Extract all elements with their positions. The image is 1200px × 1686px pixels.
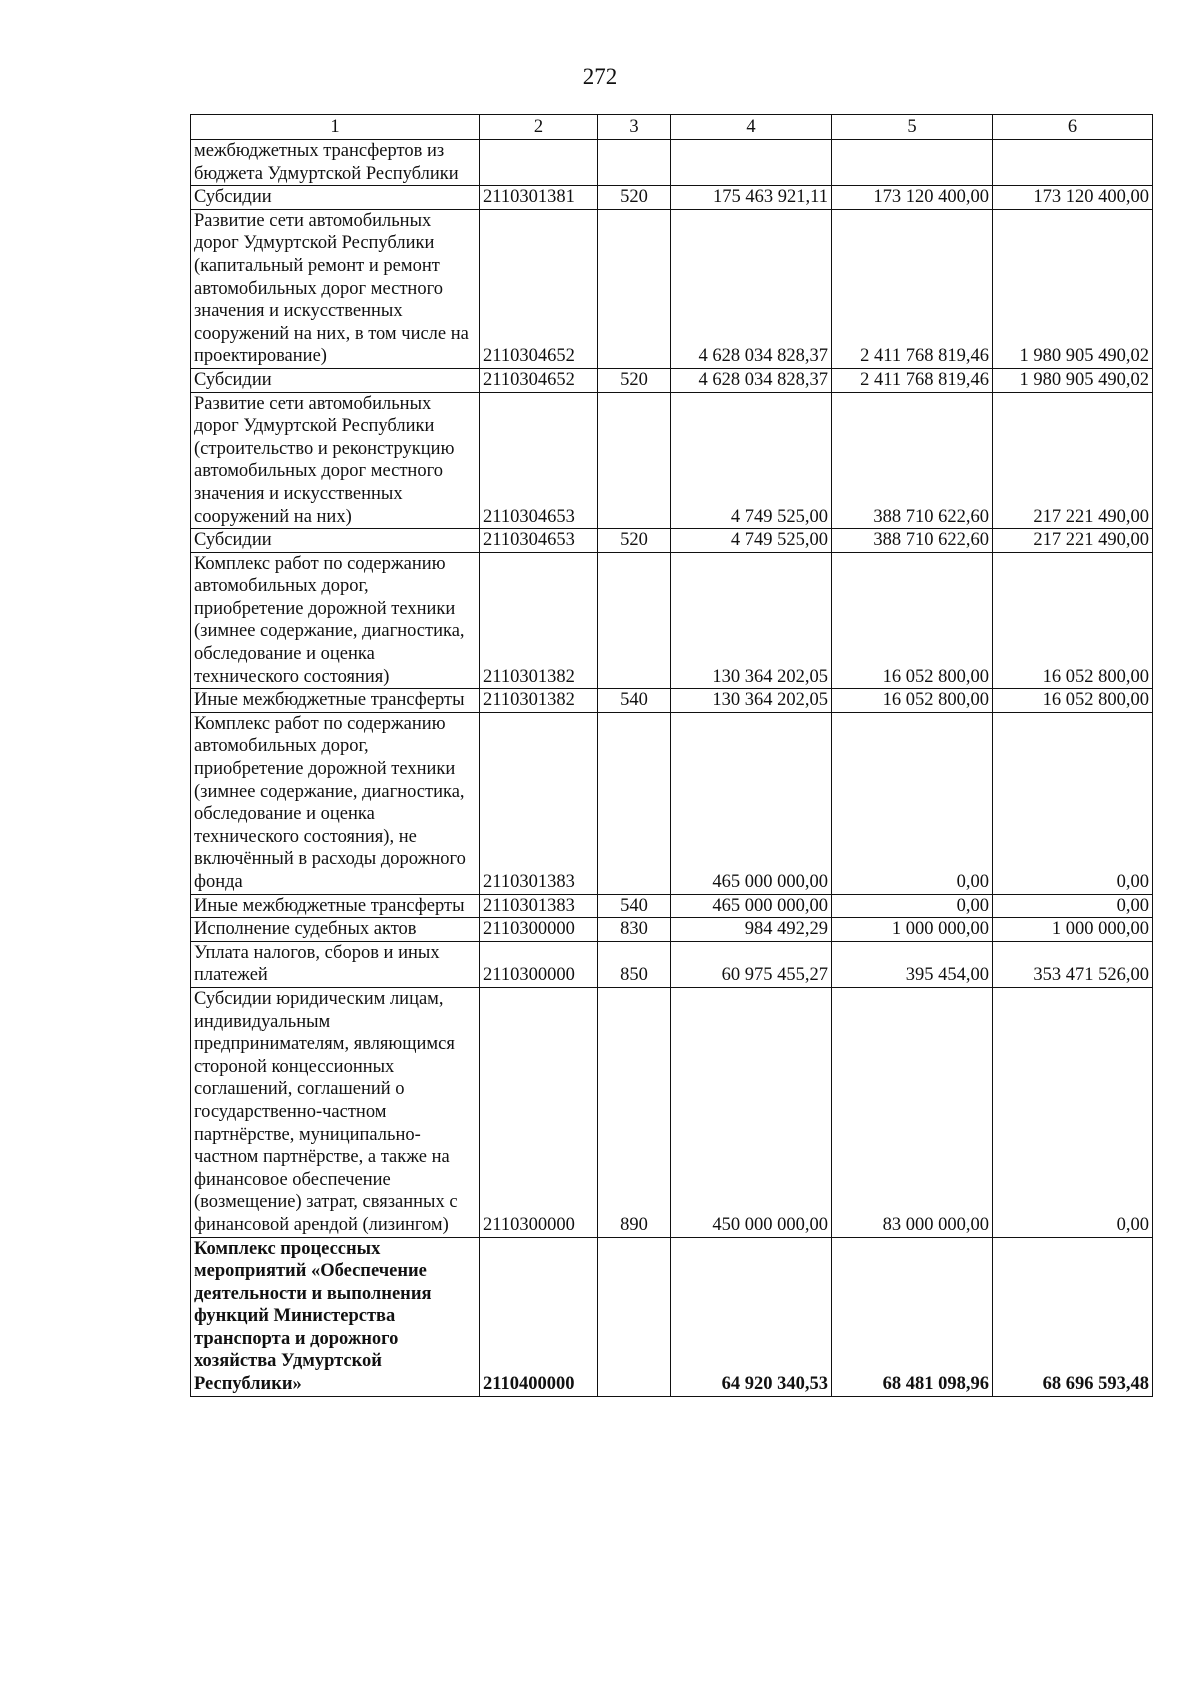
row-name-cell: Комплекс работ по содержанию автомобильных дорог, приобретение дорожной техники (зимнее содержание, диагностика, обследование и оценка технического состояния) [191,552,480,689]
table-header-row [191,115,1153,140]
row-value-cell: 16 052 800,00 [832,689,993,713]
row-value-cell: 68 696 593,48 [993,1237,1153,1396]
row-value-cell: 388 710 622,60 [832,392,993,529]
row-value-cell: 64 920 340,53 [671,1237,832,1396]
row-value-cell: 450 000 000,00 [671,987,832,1237]
row-value-cell: 1 000 000,00 [832,918,993,942]
row-value-cell: 353 471 526,00 [993,941,1153,987]
row-code-cell: 2110304653 [480,529,598,553]
table-row [191,941,1153,987]
row-name-cell: Уплата налогов, сборов и иных платежей [191,941,480,987]
row-code-cell: 2110300000 [480,918,598,942]
row-kvr-cell: 520 [598,368,671,392]
column-header: 5 [832,115,993,140]
row-value-cell: 1 980 905 490,02 [993,368,1153,392]
column-header: 3 [598,115,671,140]
table-row [191,209,1153,368]
row-kvr-cell: 540 [598,689,671,713]
row-value-cell: 388 710 622,60 [832,529,993,553]
row-value-cell: 465 000 000,00 [671,894,832,918]
row-value-cell: 0,00 [993,987,1153,1237]
row-code-cell: 2110304653 [480,392,598,529]
row-kvr-cell: 520 [598,186,671,210]
row-value-cell: 984 492,29 [671,918,832,942]
row-kvr-cell [598,140,671,186]
row-code-cell: 2110304652 [480,368,598,392]
row-name-cell: Субсидии юридическим лицам, индивидуальным предпринимателям, являющимся стороной концессионных соглашений, соглашений о государственно-частном партнёрстве, муниципально-частном партнёрстве, а также на финансовое обеспечение (возмещение) затрат, связанных с финансовой арендой (лизингом) [191,987,480,1237]
table-row [191,918,1153,942]
row-value-cell: 2 411 768 819,46 [832,209,993,368]
row-value-cell: 0,00 [832,894,993,918]
row-name-cell: Иные межбюджетные трансферты [191,894,480,918]
row-kvr-cell [598,392,671,529]
row-code-cell: 2110304652 [480,209,598,368]
row-name-cell: Субсидии [191,186,480,210]
column-header: 6 [993,115,1153,140]
row-code-cell: 2110301381 [480,186,598,210]
table-body [191,140,1153,1397]
row-kvr-cell: 520 [598,529,671,553]
row-code-cell: 2110301382 [480,689,598,713]
row-value-cell: 130 364 202,05 [671,689,832,713]
row-value-cell: 130 364 202,05 [671,552,832,689]
row-code-cell: 2110300000 [480,941,598,987]
row-value-cell: 60 975 455,27 [671,941,832,987]
row-name-cell: Развитие сети автомобильных дорог Удмуртской Республики (строительство и реконструкцию автомобильных дорог местного значения и искусственных сооружений на них) [191,392,480,529]
row-value-cell [671,140,832,186]
row-name-cell: Исполнение судебных актов [191,918,480,942]
row-value-cell: 0,00 [993,894,1153,918]
table-row [191,140,1153,186]
table-row [191,186,1153,210]
row-value-cell: 16 052 800,00 [993,552,1153,689]
row-name-cell: межбюджетных трансфертов из бюджета Удмуртской Республики [191,140,480,186]
row-code-cell: 2110301382 [480,552,598,689]
row-kvr-cell: 540 [598,894,671,918]
table-row [191,689,1153,713]
row-value-cell: 217 221 490,00 [993,392,1153,529]
row-value-cell: 173 120 400,00 [993,186,1153,210]
row-kvr-cell [598,1237,671,1396]
table-row [191,392,1153,529]
table-row [191,368,1153,392]
row-value-cell: 68 481 098,96 [832,1237,993,1396]
row-name-cell: Комплекс работ по содержанию автомобильных дорог, приобретение дорожной техники (зимнее содержание, диагностика, обследование и оценка технического состояния), не включённый в расходы дорожного фонда [191,712,480,894]
row-name-cell: Иные межбюджетные трансферты [191,689,480,713]
row-value-cell: 16 052 800,00 [993,689,1153,713]
row-kvr-cell: 890 [598,987,671,1237]
column-header: 4 [671,115,832,140]
row-value-cell: 16 052 800,00 [832,552,993,689]
table-row [191,712,1153,894]
row-value-cell: 83 000 000,00 [832,987,993,1237]
row-kvr-cell [598,712,671,894]
row-value-cell [832,140,993,186]
budget-table [190,114,1153,1397]
row-value-cell: 175 463 921,11 [671,186,832,210]
row-value-cell: 1 000 000,00 [993,918,1153,942]
row-value-cell: 217 221 490,00 [993,529,1153,553]
row-value-cell: 4 628 034 828,37 [671,368,832,392]
table-row [191,552,1153,689]
row-kvr-cell [598,209,671,368]
row-kvr-cell: 830 [598,918,671,942]
row-value-cell: 4 749 525,00 [671,529,832,553]
row-name-cell: Комплекс процессных мероприятий «Обеспечение деятельности и выполнения функций Министерства транспорта и дорожного хозяйства Удмуртской Республики» [191,1237,480,1396]
row-value-cell: 4 628 034 828,37 [671,209,832,368]
column-header: 2 [480,115,598,140]
column-header: 1 [191,115,480,140]
table-row [191,987,1153,1237]
row-kvr-cell: 850 [598,941,671,987]
row-value-cell: 2 411 768 819,46 [832,368,993,392]
row-code-cell: 2110301383 [480,712,598,894]
row-value-cell: 4 749 525,00 [671,392,832,529]
table-row [191,529,1153,553]
row-name-cell: Субсидии [191,368,480,392]
row-value-cell [993,140,1153,186]
row-name-cell: Развитие сети автомобильных дорог Удмуртской Республики (капитальный ремонт и ремонт автомобильных дорог местного значения и искусственных сооружений на них, в том числе на проектирование) [191,209,480,368]
row-kvr-cell [598,552,671,689]
row-value-cell: 1 980 905 490,02 [993,209,1153,368]
row-code-cell: 2110400000 [480,1237,598,1396]
row-code-cell: 2110301383 [480,894,598,918]
row-code-cell: 2110300000 [480,987,598,1237]
table-row [191,1237,1153,1396]
row-value-cell: 395 454,00 [832,941,993,987]
table-row [191,894,1153,918]
row-value-cell: 0,00 [993,712,1153,894]
row-code-cell [480,140,598,186]
row-value-cell: 173 120 400,00 [832,186,993,210]
row-value-cell: 465 000 000,00 [671,712,832,894]
page-number: 272 [582,64,618,89]
row-name-cell: Субсидии [191,529,480,553]
row-value-cell: 0,00 [832,712,993,894]
